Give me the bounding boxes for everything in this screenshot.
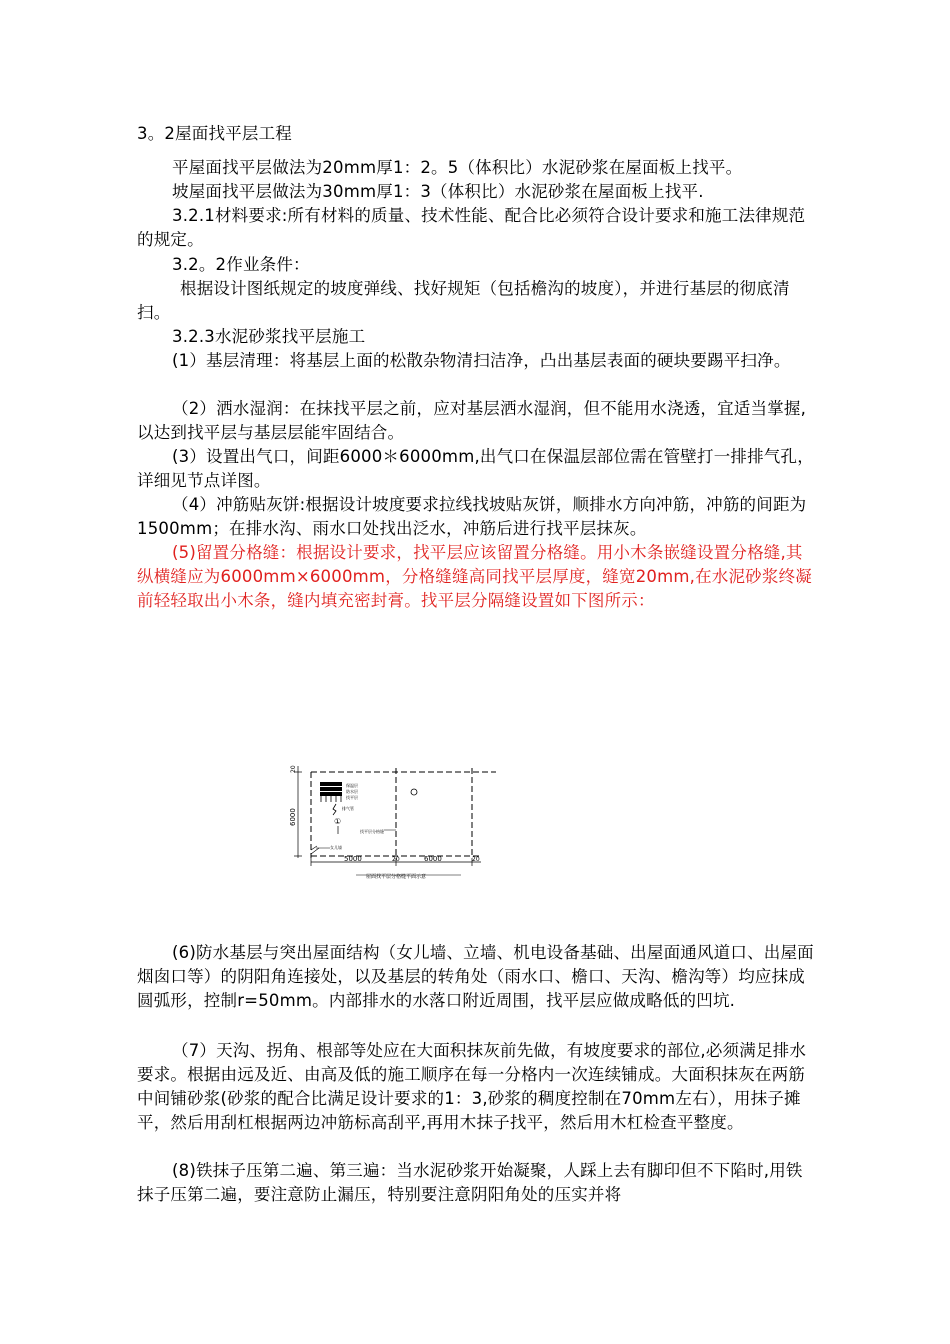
dim-left-top: 20 (290, 765, 297, 773)
dim-left-main: 6000 (289, 808, 297, 826)
detail-marker: ① (334, 817, 342, 826)
paragraph-step-8: (8)铁抹子压第二遍、第三遍：当水泥砂浆开始凝聚，人踩上去有脚印但不下陷时,用铁抹子压第二遍，要注意防止漏压，特别要注意阴阳角处的压实并将 (137, 1161, 803, 1204)
subheading-work-conditions: 3.2。2作业条件： (172, 255, 310, 274)
dim-bottom-3: 6000 (424, 855, 442, 863)
vent-circle-icon (411, 789, 417, 795)
paragraph-step-2: （2）洒水湿润：在抹找平层之前，应对基层洒水湿润，但不能用水浇透，宜适当掌握,以达到找平层与基层层能牢固结合。 (137, 399, 807, 442)
paragraph-step-3: (3）设置出气口，间距6000＊6000mm,出气口在保温层部位需在管壁打一排排气孔，详细见节点详图。 (137, 447, 814, 490)
legend-leveling: 找平层 (346, 795, 358, 800)
paragraph-slope-roof: 坡屋面找平层做法为30mm厚1：3（体积比）水泥砂浆在屋面板上找平. (172, 182, 704, 201)
joint-layout-diagram (286, 758, 496, 883)
paragraph-step-4: （4）冲筋贴灰饼:根据设计坡度要求拉线找坡贴灰饼，顺排水方向冲筋，冲筋的间距为1500mm；在排水沟、雨水口处找出泛水，冲筋后进行找平层抹灰。 (137, 495, 807, 538)
subheading-cement-leveling: 3.2.3水泥砂浆找平层施工 (172, 327, 366, 346)
paragraph-step-6: (6)防水基层与突出屋面结构（女儿墙、立墙、机电设备基础、出屋面通风道口、出屋面烟囱口等）的阴阳角连接处，以及基层的转角处（雨水口、檐口、天沟、檐沟等）均应抹成圆弧形，控制r=50mm。内部排水的水落口附近周围，找平层应做成略低的凹坑. (137, 943, 814, 1010)
legend-waterproof: 防水层 (346, 789, 358, 794)
dim-bottom-2: 20 (392, 856, 400, 863)
pipe-label: 排气管 (342, 806, 354, 811)
paragraph-flat-roof: 平屋面找平层做法为20mm厚1：2。5（体积比）水泥砂浆在屋面板上找平。 (172, 158, 743, 177)
paragraph-step-5-highlight: (5)留置分格缝：根据设计要求，找平层应该留置分格缝。用小木条嵌缝设置分格缝,其纵横缝应为6000mm×6000mm，分格缝缝高同找平层厚度，缝宽20mm,在水泥砂浆终凝前轻轻取出小木条，缝内填充密封膏。找平层分隔缝设置如下图所示： (137, 543, 812, 610)
layer-insulation-symbol (320, 782, 342, 786)
paragraph-work-conditions: 根据设计图纸规定的坡度弹线、找好规矩（包括檐沟的坡度），并进行基层的彻底清扫。 (137, 279, 790, 322)
figure-caption: 屋面找平层分格缝平面示意 (366, 874, 427, 880)
paragraph-step-7: （7）天沟、拐角、根部等处应在大面积抹灰前先做，有坡度要求的部位,必须满足排水要求。根据由远及近、由高及低的施工顺序在每一分格内一次连续铺成。大面积抹灰在两筋中间铺砂浆(砂浆的配合比满足设计要求的1：3,砂浆的稠度控制在70mm左右），用抹子摊平，然后用刮杠根据两边冲筋标高刮平,再用木抹子找平，然后用木杠检查平整度。 (137, 1041, 807, 1132)
paragraph-step-1: (1）基层清理：将基层上面的松散杂物清扫洁净，凸出基层表面的硬块要踢平扫净。 (172, 351, 791, 370)
paragraph-material-requirements: 3.2.1材料要求:所有材料的质量、技术性能、配合比必须符合设计要求和施工法律规范的规定。 (137, 206, 806, 249)
dim-bottom-1: 5000 (344, 855, 362, 863)
joint-label: 找平层分格缝 (360, 829, 384, 834)
corner-label: 女儿墙 (330, 845, 342, 850)
legend-insulation: 保温层 (346, 783, 358, 788)
section-heading: 3。2屋面找平层工程 (137, 124, 292, 143)
dim-bottom-4: 20 (472, 856, 480, 863)
